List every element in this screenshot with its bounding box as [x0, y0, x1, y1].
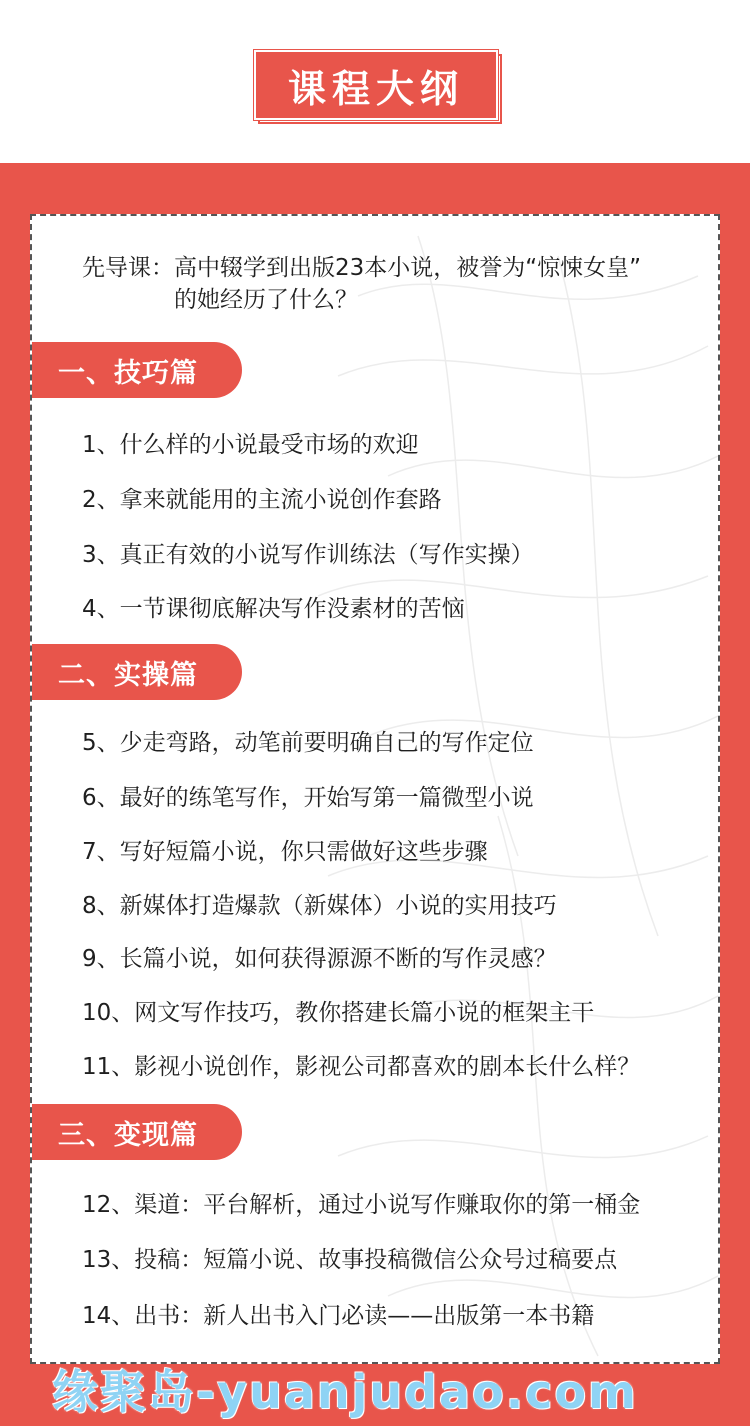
list-item: 5、少走弯路，动笔前要明确自己的写作定位 — [82, 730, 534, 756]
list-item: 14、出书：新人出书入门必读——出版第一本书籍 — [82, 1303, 595, 1329]
list-item: 11、影视小说创作，影视公司都喜欢的剧本长什么样？ — [82, 1054, 641, 1080]
page-title: 课程大纲 — [287, 65, 464, 111]
title-badge — [254, 50, 502, 124]
intro-block — [82, 252, 702, 316]
section-tag-techniques: 一、技巧篇 — [30, 342, 242, 398]
list-item: 2、拿来就能用的主流小说创作套路 — [82, 487, 442, 513]
list-item: 8、新媒体打造爆款（新媒体）小说的实用技巧 — [82, 893, 557, 919]
list-item: 7、写好短篇小说，你只需做好这些步骤 — [82, 839, 488, 865]
intro-line-2: 的她经历了什么？ — [174, 287, 358, 313]
section-fold — [30, 700, 32, 708]
watermark: 缘聚岛-yuanjudao.com — [52, 1365, 638, 1419]
list-item: 4、一节课彻底解决写作没素材的苦恼 — [82, 596, 465, 622]
list-item: 9、长篇小说，如何获得源源不断的写作灵感？ — [82, 946, 557, 972]
outline-panel — [30, 214, 720, 1364]
intro-label: 先导课： — [82, 255, 174, 281]
list-item: 12、渠道：平台解析，通过小说写作赚取你的第一桶金 — [82, 1192, 641, 1218]
section-fold — [30, 1160, 32, 1168]
list-item: 6、最好的练笔写作，开始写第一篇微型小说 — [82, 785, 534, 811]
list-item: 3、真正有效的小说写作训练法（写作实操） — [82, 542, 534, 568]
list-item: 10、网文写作技巧，教你搭建长篇小说的框架主干 — [82, 1000, 595, 1026]
intro-line-1: 高中辍学到出版23本小说，被誉为“惊悚女皇” — [174, 255, 642, 281]
list-item: 13、投稿：短篇小说、故事投稿微信公众号过稿要点 — [82, 1247, 618, 1273]
section-tag-practice: 二、实操篇 — [30, 644, 242, 700]
list-item: 1、什么样的小说最受市场的欢迎 — [82, 432, 419, 458]
section-tag-monetization: 三、变现篇 — [30, 1104, 242, 1160]
section-fold — [30, 398, 32, 406]
title-box — [254, 50, 498, 120]
